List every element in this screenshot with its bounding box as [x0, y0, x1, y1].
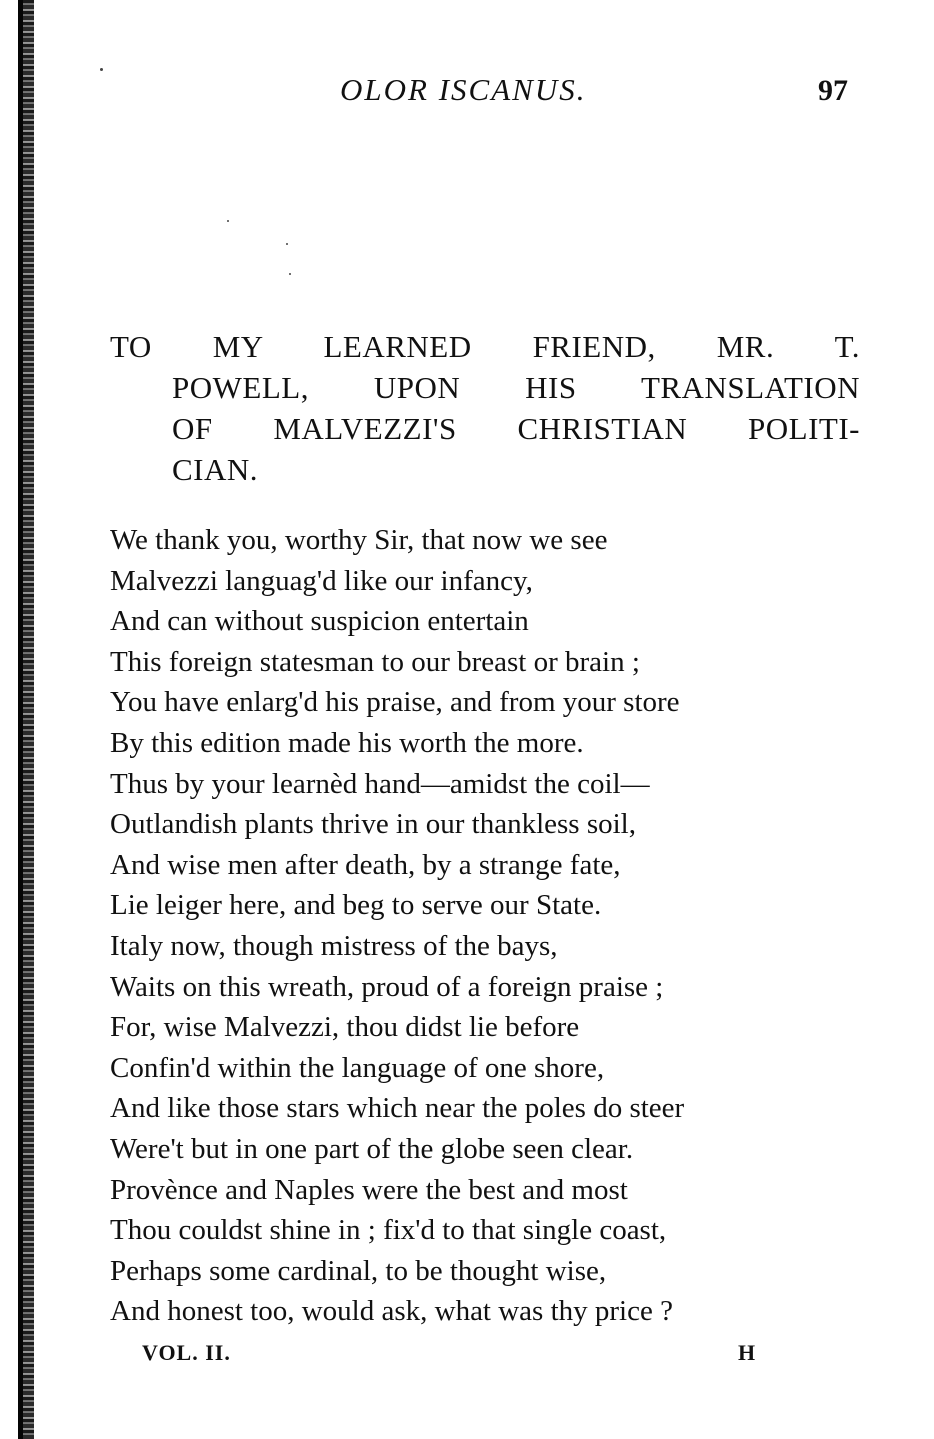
- verse-line: For, wise Malvezzi, thou didst lie before: [110, 1011, 580, 1044]
- verse-line: And honest too, would ask, what was thy price ?: [110, 1295, 673, 1328]
- verse-line: Outlandish plants thrive in our thankless soil,: [110, 808, 636, 841]
- print-speck: [100, 68, 103, 71]
- poem-title-line: CIAN.: [172, 452, 259, 487]
- verse-line: You have enlarg'd his praise, and from your store: [110, 686, 680, 719]
- verse-line: By this edition made his worth the more.: [110, 726, 584, 759]
- poem-title-line: OF MALVEZZI'S CHRISTIAN POLITI-: [172, 411, 860, 446]
- volume-label: VOL. II.: [142, 1340, 231, 1365]
- print-speck: [289, 273, 291, 275]
- signature-mark: H: [738, 1340, 756, 1365]
- page-binding-edge: [18, 0, 34, 1439]
- verse-line: Provènce and Naples were the best and most: [110, 1173, 628, 1206]
- poem-body: [110, 520, 870, 1332]
- verse-line: Waits on this wreath, proud of a foreign praise ;: [110, 970, 664, 1003]
- verse-line: Thou couldst shine in ; fix'd to that single coast,: [110, 1214, 667, 1247]
- verse-line: And like those stars which near the poles do steer: [110, 1092, 685, 1125]
- verse-line: Perhaps some cardinal, to be thought wise,: [110, 1254, 607, 1287]
- poem-title-line: TO MY LEARNED FRIEND, MR. T.: [110, 329, 860, 364]
- verse-line: And can without suspicion entertain: [110, 605, 529, 638]
- running-title: OLOR ISCANUS.: [340, 72, 587, 107]
- verse-line: Were't but in one part of the globe seen clear.: [110, 1132, 634, 1165]
- poem-title: [110, 326, 860, 490]
- print-speck: [286, 243, 288, 245]
- verse-line: And wise men after death, by a strange fate,: [110, 848, 621, 881]
- verse-line: This foreign statesman to our breast or brain ;: [110, 645, 640, 678]
- running-head: [0, 72, 934, 122]
- verse-line: We thank you, worthy Sir, that now we see: [110, 524, 608, 556]
- print-speck: [227, 220, 229, 222]
- page-number: 97: [818, 74, 848, 107]
- verse-line: Italy now, though mistress of the bays,: [110, 929, 558, 962]
- verse-line: Lie leiger here, and beg to serve our State.: [110, 889, 602, 922]
- verse-line: Thus by your learnèd hand—amidst the coil—: [110, 767, 650, 800]
- verse-line: Malvezzi languag'd like our infancy,: [110, 564, 533, 597]
- poem-title-line: POWELL, UPON HIS TRANSLATION: [172, 370, 860, 405]
- verse-line: Confin'd within the language of one shore,: [110, 1051, 605, 1084]
- page-footer: [0, 1340, 934, 1380]
